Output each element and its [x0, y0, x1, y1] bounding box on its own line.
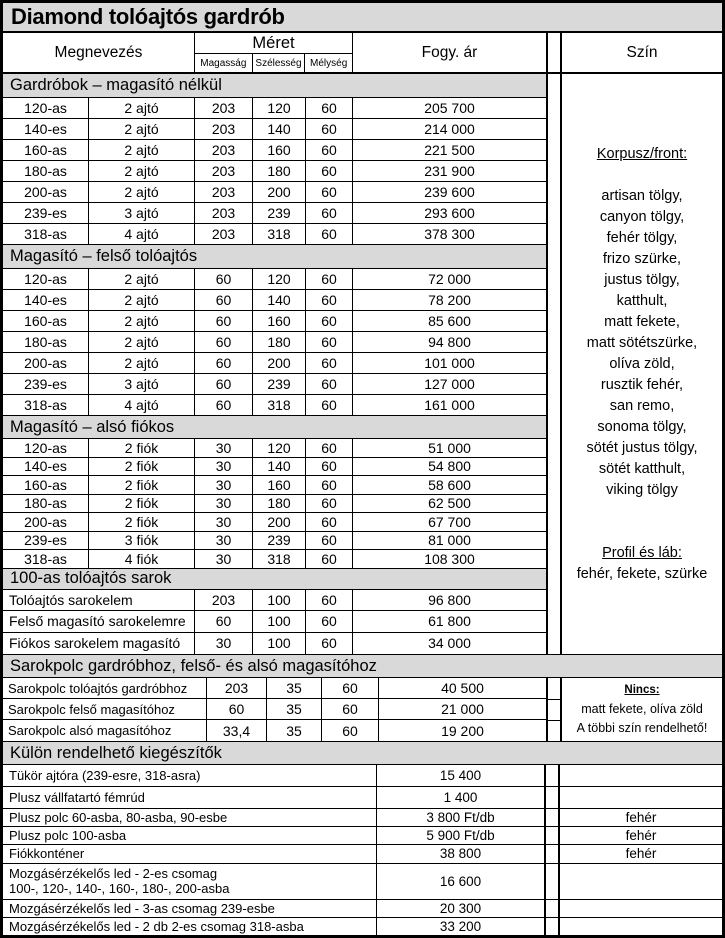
color-cell: fehér	[625, 846, 657, 862]
color-option: katthult,	[616, 292, 668, 309]
depth-cell: 60	[306, 550, 353, 568]
price-cell: 293 600	[424, 205, 475, 221]
width-cell: 239	[253, 203, 306, 223]
price-cell: 38 800	[377, 845, 546, 862]
model-cell: 140-es	[3, 119, 89, 139]
table-row	[3, 720, 546, 741]
depth-cell: 60	[306, 458, 353, 476]
price-cell: 34 000	[428, 635, 471, 652]
extras-section	[3, 765, 722, 935]
price-cell: 19 200	[441, 722, 484, 739]
color-option: artisan tölgy,	[601, 187, 683, 204]
depth-cell: 60	[322, 699, 379, 719]
height-cell: 30	[195, 513, 253, 531]
color-option: justus tölgy,	[604, 271, 680, 288]
price-cell: 108 300	[424, 550, 475, 567]
price-cell: 161 000	[424, 397, 475, 413]
price-cell: 378 300	[424, 226, 475, 242]
col-header-melyseg: Mélység	[310, 57, 348, 69]
model-cell: 180-as	[3, 495, 89, 513]
name-cell: Sarokpolc alsó magasítóhoz	[3, 720, 207, 741]
height-cell: 203	[195, 98, 253, 118]
model-cell: 318-as	[3, 224, 89, 244]
table-row	[3, 827, 722, 845]
name-line: Plusz polc 60-asba, 80-asba, 90-esbe	[9, 810, 228, 826]
width-cell: 180	[253, 161, 306, 181]
type-cell: 3 fiók	[89, 532, 195, 550]
depth-cell: 60	[306, 374, 353, 394]
table-row	[3, 224, 546, 245]
width-cell: 200	[253, 353, 306, 373]
model-cell: 180-as	[3, 332, 89, 352]
depth-cell: 60	[306, 476, 353, 494]
color-option: matt fekete,	[604, 313, 680, 330]
type-cell: 2 ajtó	[89, 161, 195, 181]
price-cell: 58 600	[428, 476, 471, 493]
col-header-magassag: Magasság	[195, 54, 253, 72]
table-row	[3, 513, 546, 532]
height-cell: 60	[195, 374, 253, 394]
width-cell: 100	[253, 633, 306, 655]
price-cell: 72 000	[428, 271, 471, 287]
table-row	[3, 140, 546, 161]
model-cell: 318-as	[3, 550, 89, 568]
color-option: sötét katthult,	[598, 460, 686, 477]
name-cell: Fiókos sarokelem magasító	[3, 633, 195, 655]
height-cell: 30	[195, 476, 253, 494]
price-cell: 127 000	[424, 376, 475, 392]
color-option: fehér tölgy,	[606, 229, 678, 246]
depth-cell: 60	[306, 495, 353, 513]
color-panel-heading: Korpusz/front:	[596, 145, 688, 162]
col-header-fogyar: Fogy. ár	[421, 43, 478, 61]
height-cell: 60	[195, 290, 253, 310]
price-cell: 51 000	[428, 439, 471, 456]
sarokpolc-left	[3, 678, 548, 741]
width-cell: 160	[253, 476, 306, 494]
depth-cell: 60	[306, 290, 353, 310]
color-option: matt sötétszürke,	[586, 334, 698, 351]
color-cell	[560, 864, 722, 899]
width-cell: 140	[253, 290, 306, 310]
height-cell: 33,4	[207, 720, 267, 741]
height-cell: 60	[195, 269, 253, 289]
section-header: 100-as tolóajtós sarok	[3, 569, 546, 590]
table-row	[3, 765, 722, 787]
color-options-panel	[562, 74, 722, 654]
page-title: Diamond tolóajtós gardrób	[3, 3, 722, 33]
price-cell: 85 600	[428, 313, 471, 329]
type-cell: 2 fiók	[89, 495, 195, 513]
name-line: Mozgásérzékelős led - 2 db 2-es csomag 318-asba	[9, 918, 304, 934]
table-row	[3, 353, 546, 374]
table-row	[3, 864, 722, 900]
model-cell: 120-as	[3, 98, 89, 118]
price-cell: 33 200	[377, 918, 546, 935]
depth-cell: 60	[306, 224, 353, 244]
height-cell: 203	[207, 678, 267, 698]
height-cell: 60	[207, 699, 267, 719]
depth-cell: 60	[306, 332, 353, 352]
depth-cell: 60	[322, 678, 379, 698]
color-cell: fehér	[625, 810, 657, 826]
color-cell	[560, 787, 722, 808]
price-cell: 101 000	[424, 355, 475, 371]
price-cell: 16 600	[377, 864, 546, 899]
height-cell: 60	[195, 611, 253, 632]
price-cell: 62 500	[428, 495, 471, 512]
price-cell: 81 000	[428, 532, 471, 549]
width-cell: 35	[267, 720, 322, 741]
name-line: Mozgásérzékelős led - 2-es csomag	[9, 866, 218, 882]
price-cell: 78 200	[428, 292, 471, 308]
model-cell: 200-as	[3, 182, 89, 202]
section-sarok	[3, 569, 546, 655]
table-row	[3, 495, 546, 514]
table-row	[3, 611, 546, 633]
price-cell: 21 000	[441, 701, 484, 718]
price-cell: 61 800	[428, 613, 471, 630]
name-cell	[3, 765, 377, 786]
color-availability-note	[562, 678, 722, 741]
price-cell: 205 700	[424, 100, 475, 116]
name-cell	[3, 809, 377, 826]
section-header: Magasító – alsó fiókos	[3, 416, 546, 439]
table-row	[3, 374, 546, 395]
color-option: sötét justus tölgy,	[586, 439, 698, 456]
type-cell: 2 fiók	[89, 476, 195, 494]
price-cell: 231 900	[424, 163, 475, 179]
spacer-cell	[546, 918, 560, 935]
table-row	[3, 161, 546, 182]
type-cell: 2 ajtó	[89, 119, 195, 139]
name-line: Fiókkonténer	[9, 846, 85, 862]
spacer-cell	[548, 700, 560, 721]
price-cell: 1 400	[377, 787, 546, 808]
depth-cell: 60	[306, 269, 353, 289]
profil-heading: Profil és láb:	[602, 544, 682, 561]
type-cell: 4 ajtó	[89, 224, 195, 244]
model-cell: 239-es	[3, 532, 89, 550]
type-cell: 3 ajtó	[89, 374, 195, 394]
model-cell: 160-as	[3, 311, 89, 331]
width-cell: 200	[253, 513, 306, 531]
section-gardrobok	[3, 74, 546, 245]
depth-cell: 60	[306, 532, 353, 550]
name-line: Mozgásérzékelős led - 3-as csomag 239-esbe	[9, 900, 275, 916]
name-cell	[3, 845, 377, 862]
table-row	[3, 845, 722, 863]
price-cell: 5 900 Ft/db	[377, 827, 546, 844]
price-cell: 15 400	[377, 765, 546, 786]
height-cell: 60	[195, 353, 253, 373]
depth-cell: 60	[306, 311, 353, 331]
width-cell: 318	[253, 550, 306, 568]
name-cell: Sarokpolc tolóajtós gardróbhoz	[3, 678, 207, 698]
name-cell	[3, 900, 377, 917]
name-cell: Sarokpolc felső magasítóhoz	[3, 699, 207, 719]
price-cell: 221 500	[424, 142, 475, 158]
name-line: Plusz vállfatartó fémrúd	[9, 790, 145, 806]
name-cell: Tolóajtós sarokelem	[3, 590, 195, 611]
price-cell: 239 600	[424, 184, 475, 200]
table-row	[3, 458, 546, 477]
table-row	[3, 182, 546, 203]
table-row	[3, 311, 546, 332]
height-cell: 30	[195, 495, 253, 513]
model-cell: 140-es	[3, 458, 89, 476]
section-header: Gardróbok – magasító nélkül	[3, 74, 546, 98]
name-cell	[3, 864, 377, 899]
section-header-extras: Külön rendelhető kiegészítők	[3, 742, 722, 765]
depth-cell: 60	[306, 119, 353, 139]
color-option: viking tölgy	[606, 481, 678, 498]
table-row	[3, 678, 546, 699]
spacer-cell	[546, 787, 560, 808]
model-cell: 239-es	[3, 203, 89, 223]
table-row	[3, 550, 546, 569]
height-cell: 60	[195, 332, 253, 352]
width-cell: 120	[253, 98, 306, 118]
spacer-cell	[546, 900, 560, 917]
depth-cell: 60	[306, 395, 353, 415]
width-cell: 35	[267, 699, 322, 719]
depth-cell: 60	[306, 140, 353, 160]
depth-cell: 60	[306, 439, 353, 457]
model-cell: 239-es	[3, 374, 89, 394]
profil-colors: fehér, fekete, szürke	[576, 565, 708, 582]
spacer-cell	[546, 809, 560, 826]
color-cell	[560, 918, 722, 935]
width-cell: 35	[267, 678, 322, 698]
table-row	[3, 476, 546, 495]
col-header-meret-group	[195, 33, 353, 72]
main-sections-left	[3, 74, 548, 654]
model-cell: 318-as	[3, 395, 89, 415]
price-cell: 96 800	[428, 591, 471, 608]
model-cell: 120-as	[3, 439, 89, 457]
name-cell	[3, 787, 377, 808]
model-cell: 200-as	[3, 353, 89, 373]
spacer-cell	[546, 765, 560, 786]
column-header-left	[3, 33, 548, 72]
width-cell: 318	[253, 224, 306, 244]
col-header-szin: Szín	[626, 43, 658, 61]
depth-cell: 60	[306, 633, 353, 655]
spacer-column	[548, 74, 562, 654]
name-line: Plusz polc 100-asba	[9, 828, 127, 844]
table-row	[3, 590, 546, 612]
width-cell: 100	[253, 590, 306, 611]
depth-cell: 60	[306, 611, 353, 632]
color-option: olíva zöld,	[609, 355, 675, 372]
note-heading: Nincs:	[624, 684, 660, 697]
type-cell: 2 ajtó	[89, 140, 195, 160]
type-cell: 2 ajtó	[89, 332, 195, 352]
section-header: Magasító – felső tolóajtós	[3, 245, 546, 269]
spacer-cell	[548, 721, 560, 741]
main-sections-band	[3, 74, 722, 655]
spacer-column	[548, 33, 562, 72]
type-cell: 2 fiók	[89, 439, 195, 457]
depth-cell: 60	[322, 720, 379, 741]
height-cell: 60	[195, 311, 253, 331]
spacer-cell	[548, 678, 560, 699]
height-cell: 203	[195, 224, 253, 244]
depth-cell: 60	[306, 353, 353, 373]
name-cell	[3, 827, 377, 844]
section-header-sarokpolc: Sarokpolc gardróbhoz, felső- és alsó magasítóhoz	[3, 655, 722, 678]
section-magasito-felso	[3, 245, 546, 416]
table-row	[3, 787, 722, 809]
table-row	[3, 699, 546, 720]
color-cell: fehér	[625, 828, 657, 844]
col-header-megnevezes: Megnevezés	[3, 33, 195, 72]
depth-cell: 60	[306, 182, 353, 202]
model-cell: 140-es	[3, 290, 89, 310]
model-cell: 120-as	[3, 269, 89, 289]
table-row	[3, 633, 546, 655]
table-row	[3, 290, 546, 311]
table-row	[3, 269, 546, 290]
model-cell: 160-as	[3, 140, 89, 160]
model-cell: 200-as	[3, 513, 89, 531]
height-cell: 203	[195, 119, 253, 139]
spacer-column	[548, 678, 562, 741]
col-header-meret: Méret	[195, 33, 352, 54]
width-cell: 200	[253, 182, 306, 202]
table-row	[3, 918, 722, 935]
sarokpolc-band	[3, 678, 722, 742]
price-cell: 214 000	[424, 121, 475, 137]
col-header-meret-subs	[195, 54, 352, 72]
price-cell: 54 800	[428, 458, 471, 475]
type-cell: 2 ajtó	[89, 269, 195, 289]
table-row	[3, 119, 546, 140]
price-cell: 67 700	[428, 513, 471, 530]
spacer-cell	[546, 864, 560, 899]
note-line: A többi szín rendelhető!	[576, 721, 708, 736]
width-cell: 120	[253, 439, 306, 457]
width-cell: 180	[253, 332, 306, 352]
type-cell: 3 ajtó	[89, 203, 195, 223]
type-cell: 4 ajtó	[89, 395, 195, 415]
depth-cell: 60	[306, 590, 353, 611]
width-cell: 239	[253, 374, 306, 394]
height-cell: 30	[195, 532, 253, 550]
spacer-cell	[546, 827, 560, 844]
type-cell: 2 ajtó	[89, 98, 195, 118]
color-cell	[560, 900, 722, 917]
depth-cell: 60	[306, 203, 353, 223]
height-cell: 60	[195, 395, 253, 415]
width-cell: 100	[253, 611, 306, 632]
height-cell: 30	[195, 633, 253, 655]
type-cell: 2 ajtó	[89, 311, 195, 331]
width-cell: 160	[253, 311, 306, 331]
table-row	[3, 439, 546, 458]
height-cell: 203	[195, 182, 253, 202]
width-cell: 160	[253, 140, 306, 160]
width-cell: 140	[253, 458, 306, 476]
type-cell: 2 fiók	[89, 458, 195, 476]
price-cell: 3 800 Ft/db	[377, 809, 546, 826]
section-magasito-also	[3, 416, 546, 569]
height-cell: 30	[195, 458, 253, 476]
type-cell: 4 fiók	[89, 550, 195, 568]
width-cell: 318	[253, 395, 306, 415]
height-cell: 203	[195, 140, 253, 160]
depth-cell: 60	[306, 513, 353, 531]
price-cell: 40 500	[441, 680, 484, 697]
table-row	[3, 332, 546, 353]
model-cell: 180-as	[3, 161, 89, 181]
price-cell: 20 300	[377, 900, 546, 917]
table-row	[3, 98, 546, 119]
color-option: sonoma tölgy,	[597, 418, 687, 435]
height-cell: 30	[195, 439, 253, 457]
height-cell: 203	[195, 203, 253, 223]
type-cell: 2 ajtó	[89, 353, 195, 373]
name-line: Tükör ajtóra (239-esre, 318-asra)	[9, 768, 201, 784]
spacer-cell	[546, 845, 560, 862]
color-option: san remo,	[609, 397, 675, 414]
table-row	[3, 395, 546, 416]
col-header-szelesseg: Szélesség	[253, 54, 306, 72]
name-cell: Felső magasító sarokelemre	[3, 611, 195, 632]
type-cell: 2 ajtó	[89, 290, 195, 310]
width-cell: 120	[253, 269, 306, 289]
price-cell: 94 800	[428, 334, 471, 350]
name-cell	[3, 918, 377, 935]
table-row	[3, 532, 546, 551]
note-line: matt fekete, olíva zöld	[581, 702, 703, 717]
table-row	[3, 900, 722, 918]
color-option: rusztik fehér,	[600, 376, 684, 393]
type-cell: 2 fiók	[89, 513, 195, 531]
height-cell: 203	[195, 161, 253, 181]
color-option: frizo szürke,	[602, 250, 682, 267]
model-cell: 160-as	[3, 476, 89, 494]
width-cell: 239	[253, 532, 306, 550]
table-row	[3, 203, 546, 224]
table-row	[3, 809, 722, 827]
width-cell: 180	[253, 495, 306, 513]
color-option: canyon tölgy,	[599, 208, 685, 225]
depth-cell: 60	[306, 98, 353, 118]
column-header-row	[3, 33, 722, 74]
type-cell: 2 ajtó	[89, 182, 195, 202]
width-cell: 140	[253, 119, 306, 139]
name-line: 100-, 120-, 140-, 160-, 180-, 200-asba	[9, 881, 230, 897]
color-cell	[560, 765, 722, 786]
height-cell: 30	[195, 550, 253, 568]
height-cell: 203	[195, 590, 253, 611]
depth-cell: 60	[306, 161, 353, 181]
